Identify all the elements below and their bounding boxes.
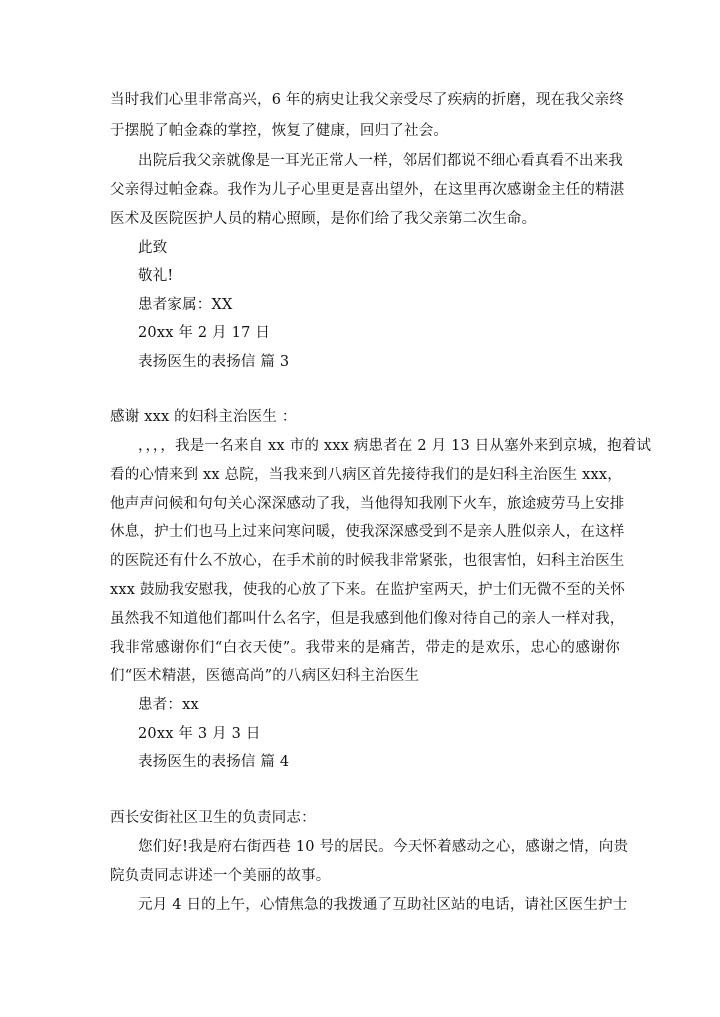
paragraph-line: 父亲得过帕金森。我作为儿子心里更是喜出望外，在这里再次感谢金主任的精湛 (110, 182, 625, 198)
closing-salutation: 此致 (138, 240, 168, 256)
section-heading: 表扬医生的表扬信 篇 4 (138, 754, 290, 770)
closing-regards: 敬礼! (138, 268, 174, 284)
date: 20xx 年 2 月 17 日 (138, 325, 271, 341)
paragraph-line: xxx 鼓励我安慰我，使我的心放了下来。在监护室两天，护士们无微不至的关怀 (110, 582, 626, 598)
section-heading: 表扬医生的表扬信 篇 3 (138, 354, 290, 370)
signature: 患者家属：XX (138, 297, 233, 313)
paragraph-line: ，，，，我是一名来自 xx 市的 xxx 病患者在 2 月 13 日从塞外来到京城，抱着试 (138, 438, 652, 454)
paragraph-line: 的医院还有什么不放心，在手术前的时候我非常紧张，也很害怕，妇科主治医生 (110, 553, 625, 569)
letter-greeting: 感谢 xxx 的妇科主治医生 ： (110, 409, 297, 425)
paragraph-line: 院负责同志讲述一个美丽的故事。 (110, 868, 331, 884)
date: 20xx 年 3 月 3 日 (138, 726, 261, 742)
paragraph-line: 休息，护士们也马上过来问寒问暖，使我深深感受到不是亲人胜似亲人，在这样 (110, 524, 625, 540)
paragraph-line: 我非常感谢你们“白衣天使”。我带来的是痛苦，带走的是欢乐，忠心的感谢你 (110, 640, 620, 656)
paragraph-line: 医术及医院医护人员的精心照顾，是你们给了我父亲第二次生命。 (110, 211, 537, 227)
letter-greeting: 西长安街社区卫生的负责同志： (110, 810, 316, 826)
paragraph-line: 们“医术精湛，医德高尚”的八病区妇科主治医生 (110, 668, 420, 684)
paragraph-line: 出院后我父亲就像是一耳光正常人一样，邻居们都说不细心看真看不出来我 (138, 153, 624, 169)
paragraph-line: 看的心情来到 xx 总院，当我来到八病区首先接待我们的是妇科主治医生 xxx， (110, 467, 623, 483)
paragraph-line: 您们好!我是府右街西巷 10 号的居民。今天怀着感动之心，感谢之情，向贵 (138, 839, 629, 855)
paragraph-line: 当时我们心里非常高兴，6 年的病史让我父亲受尽了疾病的折磨，现在我父亲终 (110, 92, 625, 108)
paragraph-line: 于摆脱了帕金森的掌控，恢复了健康，回归了社会。 (110, 123, 449, 139)
paragraph-line: 他声声问候和句句关心深深感动了我，当他得知我刚下火车，旅途疲劳马上安排 (110, 496, 625, 512)
paragraph-line: 元月 4 日的上午，心情焦急的我拨通了互助社区站的电话，请社区医生护士 (138, 897, 628, 913)
paragraph-line: 虽然我不知道他们都叫什么名字，但是我感到他们像对待自己的亲人一样对我， (110, 611, 625, 627)
signature: 患者：xx (138, 697, 199, 713)
